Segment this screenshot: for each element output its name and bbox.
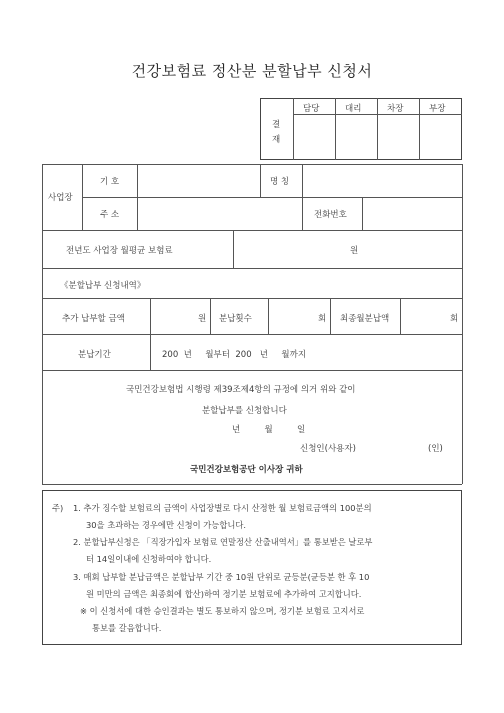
final-installment-label: 최종월분납액: [340, 314, 390, 324]
note-1-line-1: 1. 추가 징수할 보험료의 금액이 사업장별로 다시 산정한 월 보험료금액의 100분의: [73, 503, 372, 513]
period-text: 200 년 월부터 200 년 월까지: [162, 350, 307, 360]
workplace-name-label: 명 칭: [270, 177, 290, 187]
note-2-line-1: 2. 분할납부신청은 「직장가입자 보험료 연말정산 산출내역서」를 통보받은 날로부: [73, 537, 373, 547]
note-1-line-2: 30을 초과하는 경우에만 신청이 가능합니다.: [86, 520, 246, 530]
workplace-phone-label: 전화번호: [314, 210, 347, 220]
installment-count-label: 분납횟수: [219, 314, 252, 324]
installment-count-unit: 회: [318, 314, 327, 324]
workplace-address-label: 주 소: [100, 210, 120, 220]
workplace-code-label: 기 호: [100, 177, 120, 187]
section-label: 《분할납부 신청내역》: [60, 281, 146, 291]
approval-header-manager: 부장: [429, 104, 446, 114]
approval-header-staff: 담당: [303, 104, 320, 114]
final-installment-unit: 회: [450, 314, 459, 324]
note-3-line-1: 3. 매회 납부할 분납금액은 분할납부 기간 중 10원 단위로 균등분(균등분 한 후 10: [73, 572, 370, 582]
note-4-line-1: ※ 이 신청서에 대한 승인결과는 별도 통보하지 않으며, 정기분 보험료 고지서로: [80, 606, 365, 616]
notes-prefix: 주): [52, 503, 64, 513]
note-2-line-2: 터 14일이내에 신청하여야 합니다.: [86, 554, 212, 564]
period-label: 분납기간: [78, 350, 111, 360]
statement-line-2: 분할납부를 신청합니다: [202, 406, 287, 416]
workplace-label: 사업장: [48, 193, 73, 203]
approval-header-deputy-manager: 차장: [387, 104, 404, 114]
additional-amount-label: 추가 납부할 금액: [62, 314, 125, 324]
statement-date: 년 월 일: [232, 425, 306, 435]
statement-line-1: 국민건강보험법 시행령 제39조제4항의 규정에 의거 위와 같이: [126, 385, 356, 395]
applicant-label: 신청인(사용자): [300, 444, 356, 454]
approval-label-top: 결: [272, 120, 281, 130]
recipient: 국민건강보험공단 이사장 귀하: [190, 465, 303, 475]
avg-premium-label: 전년도 사업장 월평균 보험료: [66, 246, 173, 256]
seal-mark: (인): [428, 444, 443, 454]
note-4-line-2: 통보를 갈음합니다.: [92, 623, 162, 633]
approval-label-bottom: 재: [272, 135, 281, 145]
note-3-line-2: 원 미만의 금액은 최종회에 합산)하여 정기분 보험료에 추가하여 고지합니다.: [86, 589, 362, 599]
avg-premium-unit: 원: [350, 246, 359, 256]
approval-header-assistant-manager: 대리: [345, 104, 362, 114]
form-title: 건강보험료 정산분 분할납부 신청서: [131, 62, 373, 80]
additional-amount-unit: 원: [198, 314, 207, 324]
